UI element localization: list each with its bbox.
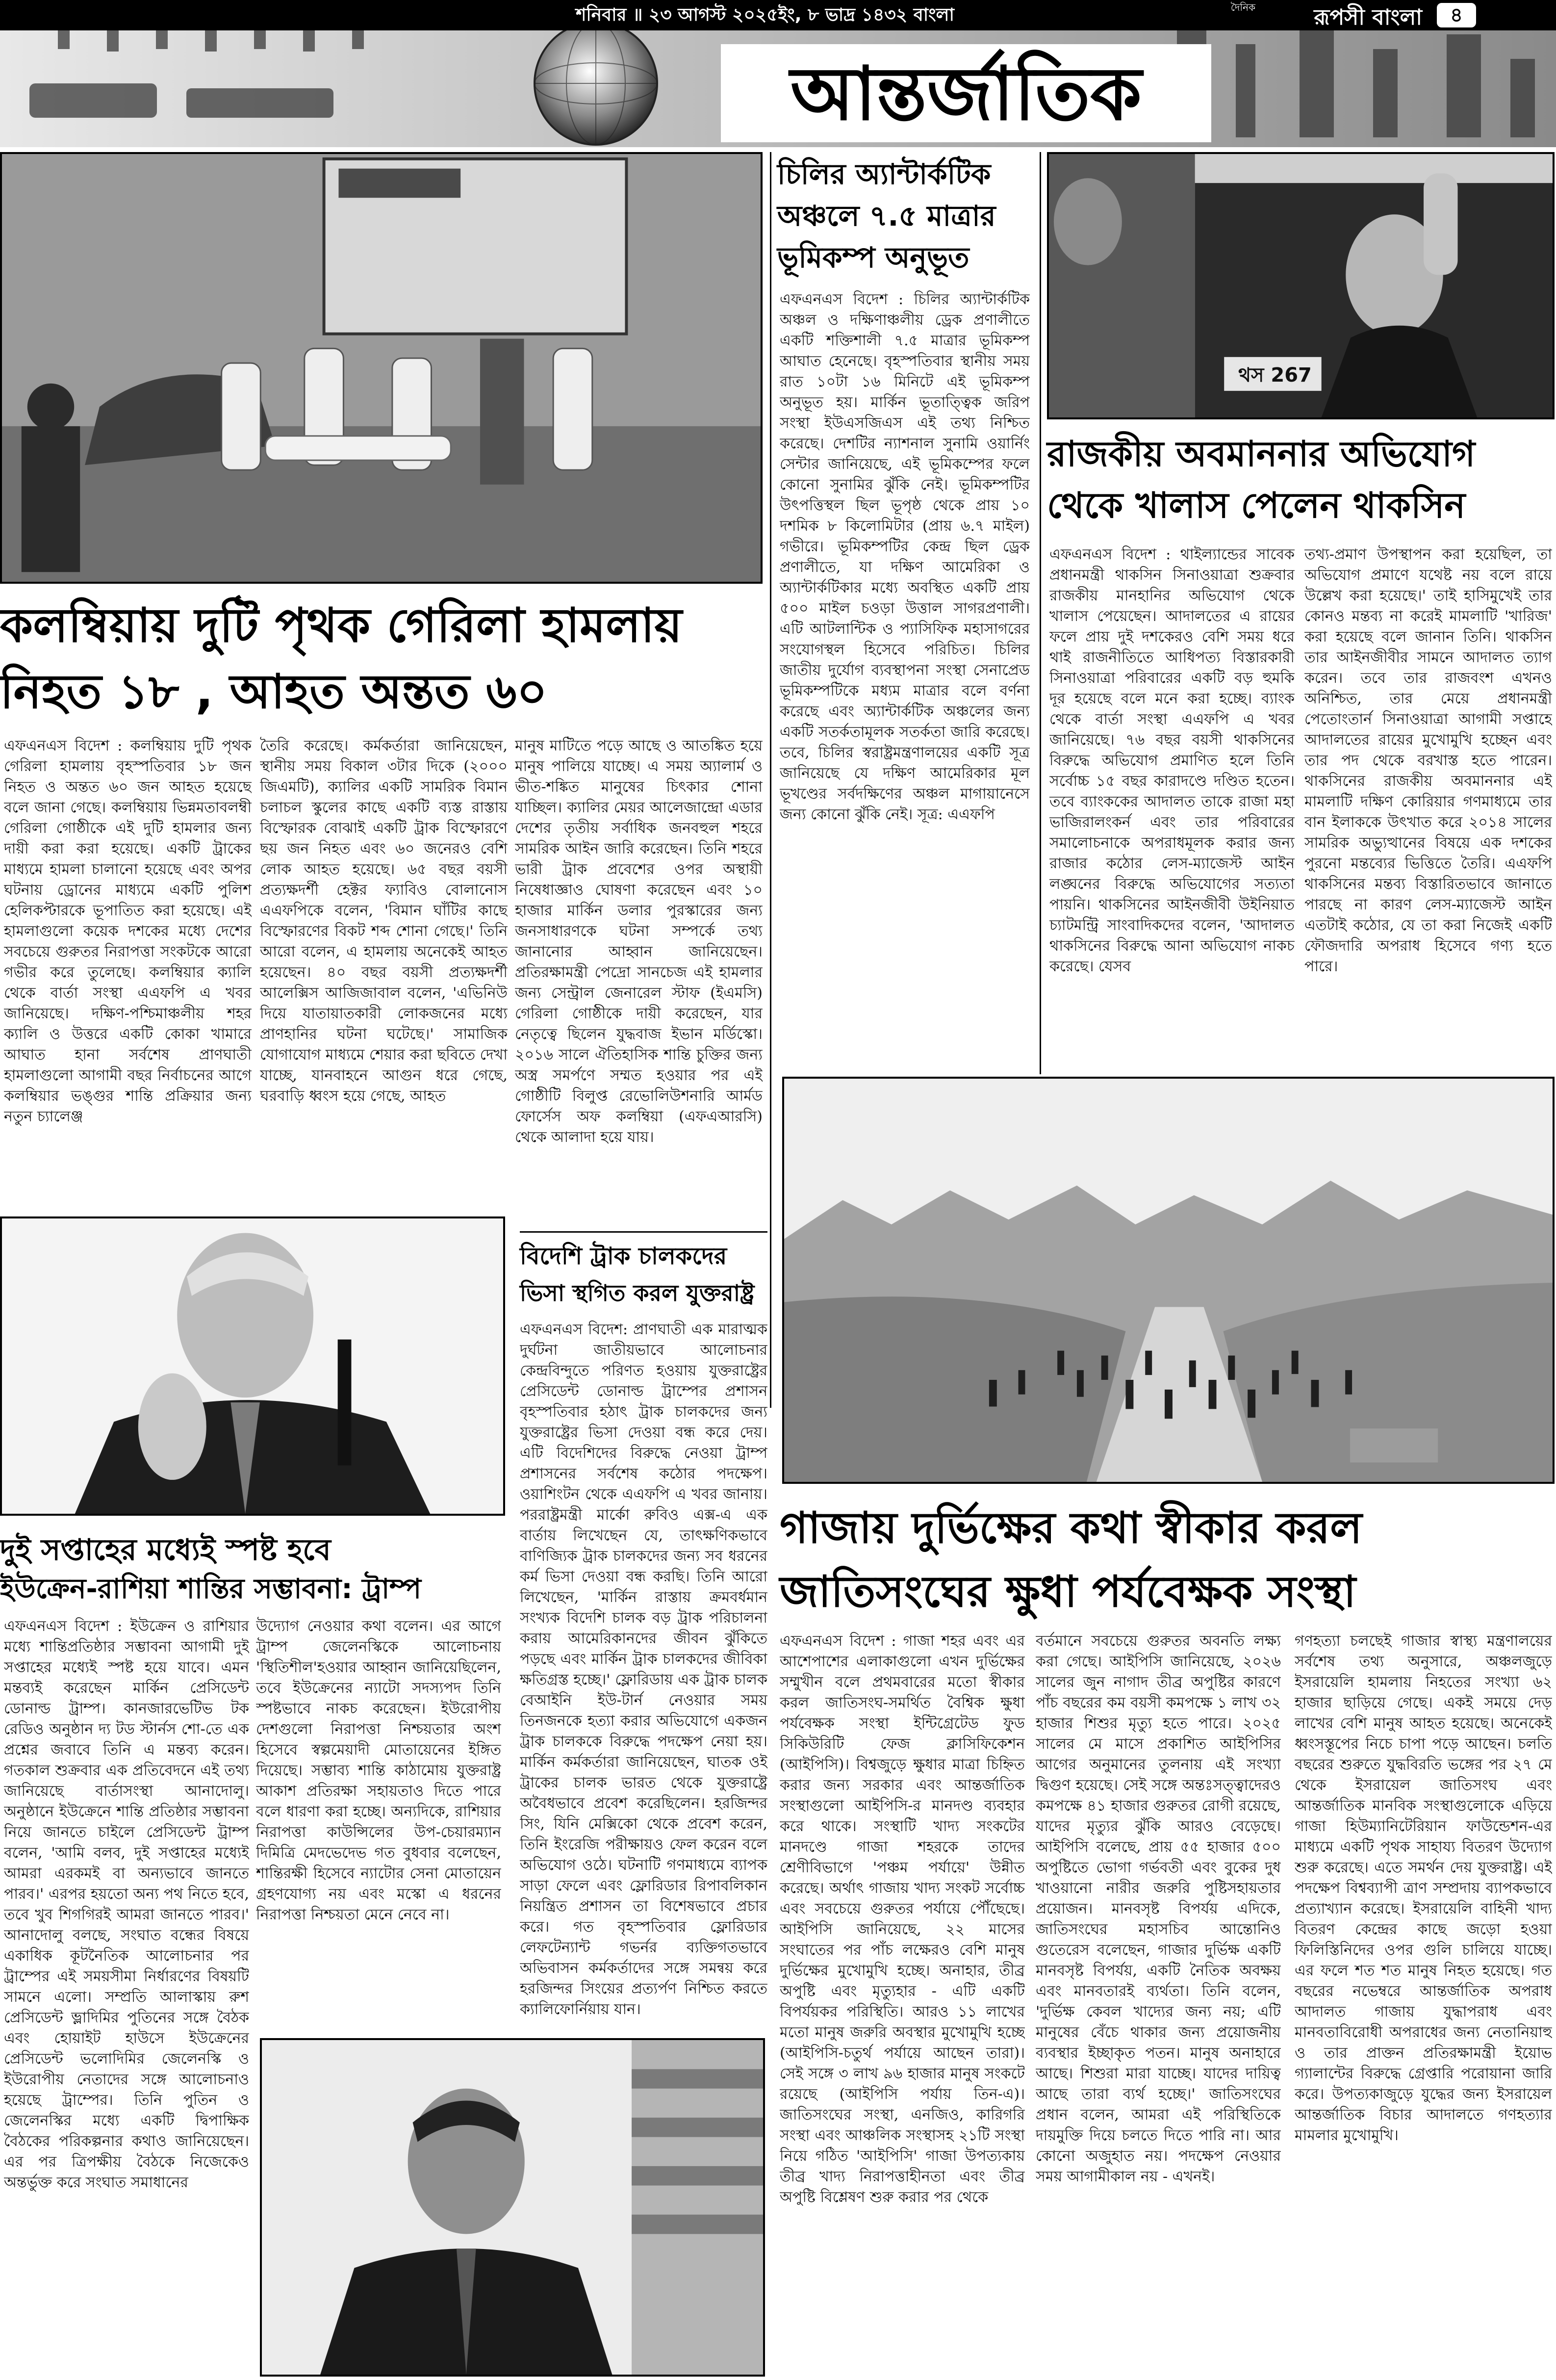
chile-headline-line1: চিলির অ্যান্টার্কটিক: [777, 157, 991, 191]
column-divider-1: [770, 152, 771, 1408]
paper-name-small: দৈনিক: [1230, 1, 1255, 13]
gaza-article-col2: বর্তমানে সবচেয়ে গুরুতর অবনতি লক্ষ্য করা গেছে। আইপিসি জানিয়েছে, ২০২৬ সালের জুন নাগাদ তীব্র অপুষ্টির কারণে পাঁচ বছরের কম বয়সী কমপক্ষে ১ লাখ ৩২ হাজার শিশুর মৃত্যু হতে পারে। ২০২৫ সালের মে মাসে প্রকাশিত আইপিসির আগের অনুমানের তুলনায় এই সংখ্যা দ্বিগুণ হয়েছে। সেই সঙ্গে অন্তঃসত্ত্বাদেরও কমপক্ষে ৪১ হাজার গুরুতর রোগী রয়েছে, যাদের মৃত্যুর ঝুঁকি আরও বেড়েছে। আইপিসি বলেছে, প্রায় ৫৫ হাজার ৫০০ অপুষ্টিতে ভোগা গর্ভবতী এবং বুকের দুধ খাওয়ানো নারীর জরুরি পুষ্টিসহায়তার প্রয়োজন। মানবসৃষ্ট বিপর্যয় এদিকে, জাতিসংঘের মহাসচিব আন্তোনিও গুতেরেস বলেছেন, গাজার দুর্ভিক্ষ একটি মানবসৃষ্ট বিপর্যয়, একটি নৈতিক অবক্ষয় এবং মানবতারই ব্যর্থতা। তিনি বলেন, 'দুর্ভিক্ষ কেবল খাদ্যের জন্য নয়; এটি মানুষের বেঁচে থাকার জন্য প্রয়োজনীয় ব্যবস্থার ইচ্ছাকৃত পতন। মানুষ অনাহারে আছে। শিশুরা মারা যাচ্ছে। যাদের দায়িত্ব আছে তারা ব্যর্থ হচ্ছে।' জাতিসংঘের প্রধান বলেন, আমরা এই পরিস্থিতিকে দায়মুক্তি দিয়ে চলতে দিতে পারি না। আর কোনো অজুহাত নয়। পদক্ষেপ নেওয়ার সময় আগামীকাল নয় - এখনই।: [1036, 1632, 1281, 2185]
page-number: ৪: [1450, 4, 1463, 26]
trump-article-col1: এফএনএস বিদেশ : ইউক্রেন ও রাশিয়ার মধ্যে শান্তিপ্রতিষ্ঠার সম্ভাবনা আগামী দুই সপ্তাহের মধ্যেই স্পষ্ট হয়ে যাবে। এমন মন্তব্যই করেছেন মার্কিন প্রেসিডেন্ট ডোনাল্ড ট্রাম্প। কানজারভেটিভ টক রেডিও অনুষ্ঠান দ্য টড স্টার্নস শো-তে এক প্রশ্নের জবাবে তিনি এ মন্তব্য করেন। গতকাল শুক্রবার এক প্রতিবেদনে এই তথ্য জানিয়েছে বার্তাসংস্থা আনাদোলু। অনুষ্ঠানে ইউক্রেনে শান্তি প্রতিষ্ঠার সম্ভাবনা নিয়ে জানতে চাইলে প্রেসিডেন্ট ট্রাম্প বলেন, 'আমি বলব, দুই সপ্তাহের মধ্যেই আমরা এরকমই বা অন্যভাবে জানতে পারব।' এরপর হয়তো অন্য পথ নিতে হবে, তবে খুব শিগগিরই আমরা জানতে পারব।' আনাদোলু বলছে, সংঘাত বন্ধের বিষয়ে একাধিক কূটনৈতিক আলোচনার পর ট্রাম্পের এই সময়সীমা নির্ধারণের বিষয়টি সামনে এলো। সম্প্রতি আলাস্কায় রুশ প্রেসিডেন্ট ভ্লাদিমির পুতিনের সঙ্গে বৈঠক এবং হোয়াইট হাউসে ইউক্রেনের প্রেসিডেন্ট ভলোদিমির জেলেনস্কি ও ইউরোপীয় নেতাদের সঙ্গে আলোচনাও হয়েছে ট্রাম্পের। তিনি পুতিন ও জেলেনস্কির মধ্যে একটি দ্বিপাক্ষিক বৈঠকের পরিকল্পনার কথাও জানিয়েছেন। এর পর ত্রিপক্ষীয় বৈঠকে নিজেকেও অন্তর্ভুক্ত করে সংঘাত সমাধানের: [4, 1618, 249, 2191]
thaksin-headline-line2: থেকে খালাস পেলেন থাকসিন: [1047, 485, 1466, 526]
truck-article: এফএনএস বিদেশ: প্রাণঘাতী এক মারাত্মক দুর্ঘটনা জাতীয়ভাবে আলোচনার কেন্দ্রবিন্দুতে পরিণত হওয়ায় যুক্তরাষ্ট্রের প্রেসিডেন্ট ডোনাল্ড ট্রাম্পের প্রশাসন বৃহস্পতিবার হঠাৎ ট্রাক চালকদের জন্য যুক্তরাষ্ট্রের ভিসা দেওয়া বন্ধ করে দেয়। এটি বিদেশিদের বিরুদ্ধে নেওয়া ট্রাম্প প্রশাসনের সর্বশেষ কঠোর পদক্ষেপ। ওয়াশিংটন থেকে এএফপি এ খবর জানায়। পররাষ্ট্রমন্ত্রী মার্কো রুবিও এক্স-এ এক বার্তায় লিখেছেন যে, তাৎক্ষণিকভাবে বাণিজ্যিক ট্রাক চালকদের জন্য সব ধরনের কর্ম ভিসা দেওয়া বন্ধ করছি। তিনি আরো লিখেছেন, 'মার্কিন রাস্তায় ক্রমবর্ধমান সংখ্যক বিদেশি চালক বড় ট্রাক পরিচালনা করায় আমেরিকানদের জীবন ঝুঁকিতে পড়ছে এবং মার্কিন ট্রাক চালকদের জীবিকা ক্ষতিগ্রস্ত হচ্ছে।' ফ্লোরিডায় এক ট্রাক চালক বেআইনি ইউ-টার্ন নেওয়ার সময় তিনজনকে হত্যা করার অভিযোগে একজন ট্রাক চালককে বিরুদ্ধে পদক্ষেপ নেয়া হয়। মার্কিন কর্মকর্তারা জানিয়েছেন, ঘাতক ওই ট্রাকের চালক ভারত থেকে যুক্তরাষ্ট্রে অবৈধভাবে প্রবেশ করেছিলেন। হরজিন্দর সিং, যিনি মেক্সিকো থেকে প্রবেশ করেন, তিনি ইংরেজি পরীক্ষায়ও ফেল করেন বলে অভিযোগ ওঠে। ঘটনাটি গণমাধ্যমে ব্যাপক সাড়া ফেলে এবং ফ্লোরিডার রিপাবলিকান নিয়ন্ত্রিত প্রশাসন তা বিশেষভাবে প্রচার করে। গত বৃহস্পতিবার ফ্লোরিডার লেফটেন্যান্ট গভর্নর ব্যক্তিগতভাবে অভিবাসন কর্মকর্তাদের সঙ্গে সমন্বয় করে হরজিন্দর সিংয়ের প্রত্যর্পণ নিশ্চিত করতে ক্যালিফোর্নিয়ায় যান।: [520, 1321, 767, 2018]
car-number-plate: থস 267: [1238, 364, 1312, 387]
thaksin-headline-line1: রাজকীয় অবমাননার অভিযোগ: [1047, 433, 1476, 474]
truck-headline-line1: বিদেশি ট্রাক চালকদের: [520, 1242, 727, 1270]
section-title: আন্তর্জাতিক: [790, 52, 1142, 137]
paper-name: রূপসী বাংলা: [1314, 5, 1422, 30]
gaza-headline-line2: জাতিসংঘের ক্ষুধা পর্যবেক্ষক সংস্থা: [780, 1566, 1356, 1617]
thaksin-article-col1: এফএনএস বিদেশ : থাইল্যান্ডের সাবেক প্রধানমন্ত্রী থাকসিন সিনাওয়াত্রা শুক্রবার রাজকীয় মানহানির অভিযোগ থেকে খালাস পেয়েছেন। আদালতের এ রায়ের ফলে প্রায় দুই দশকেরও বেশি সময় ধরে থাই রাজনীতিতে আধিপত্য বিস্তারকারী সিনাওয়াত্রা পরিবারের একটি বড় হুমকি দূর হয়েছে বলে মনে করা হচ্ছে। ব্যাংক থেকে বার্তা সংস্থা এএফপি এ খবর জানিয়েছে। ৭৬ বছর বয়সী থাকসিনের বিরুদ্ধে অভিযোগ প্রমাণিত হলে তিনি সর্বোচ্চ ১৫ বছর কারাদণ্ডে দণ্ডিত হতেন। তবে ব্যাংককের আদালত তাকে রাজা মহা ভাজিরালংকর্ন এবং তার পরিবারের সমালোচনাকে অপরাধমূলক করার জন্য রাজার কঠোর লেস-ম্যাজেস্ট আইন লঙ্ঘনের বিরুদ্ধে অভিযোগের সত্যতা পায়নি। থাকসিনের আইনজীবী উইনিয়াত চ্যাটমন্ট্রি সাংবাদিকদের বলেন, 'আদালত থাকসিনের বিরুদ্ধে আনা অভিযোগ নাকচ করেছে। যেসব: [1049, 546, 1295, 975]
colombia-article-col1: এফএনএস বিদেশ : কলম্বিয়ায় দুটি পৃথক গেরিলা হামলায় বৃহস্পতিবার ১৮ জন নিহত ও অন্তত ৬০ জন আহত হয়েছে বলে জানা গেছে। কলম্বিয়ায় ভিন্নমতাবলম্বী গেরিলা গোষ্ঠীকে এই দুটি হামলার জন্য দায়ী করা করা হয়েছে। একটি ট্রাকের মাধ্যমে হামলা চালানো হয়েছে এবং অপর ঘটনায় ড্রোনের মাধ্যমে একটি পুলিশ হেলিকপ্টারকে ভূপাতিত করা হয়েছে। এই হামলাগুলো কয়েক দশকের মধ্যে দেশের সবচেয়ে গুরুতর নিরাপত্তা সংকটকে আরো গভীর করে তুলেছে। কলম্বিয়ার ক্যালি থেকে বার্তা সংস্থা এএফপি এ খবর জানিয়েছে। দক্ষিণ-পশ্চিমাঞ্চলীয় শহর ক্যালি ও উত্তরে একটি কোকা খামারে আঘাত হানা সর্বশেষ প্রাণঘাতী হামলাগুলো আগামী বছর নির্বাচনের আগে কলম্বিয়ার ভঙ্গুর শান্তি প্রক্রিয়ার জন্য নতুন চ্যালেঞ্জ: [4, 737, 252, 1125]
truck-story-top-rule: [520, 1231, 767, 1233]
gaza-article-col1: এফএনএস বিদেশ : গাজা শহর এবং এর আশেপাশের এলাকাগুলো এখন দুর্ভিক্ষের সম্মুখীন বলে প্রথমবারের মতো স্বীকার করল জাতিসংঘ-সমর্থিত বৈশ্বিক ক্ষুধা পর্যবেক্ষক সংস্থা ইন্টিগ্রেটেড ফুড সিকিউরিটি ফেজ ক্লাসিফিকেশন (আইপিসি)। বিশ্বজুড়ে ক্ষুধার মাত্রা চিহ্নিত করার জন্য সরকার এবং আন্তর্জাতিক সংস্থাগুলো আইপিসি-র মানদণ্ড ব্যবহার করে থাকে। সংস্থাটি খাদ্য সংকটের মানদণ্ডে গাজা শহরকে তাদের শ্রেণীবিভাগে 'পঞ্চম পর্যায়ে' উন্নীত করেছে। অর্থাৎ গাজায় খাদ্য সংকট সর্বোচ্চ এবং সবচেয়ে গুরুতর পর্যায়ে পৌঁছেছে। আইপিসি জানিয়েছে, ২২ মাসের সংঘাতের পর পাঁচ লক্ষেরও বেশি মানুষ দুর্ভিক্ষের মুখোমুখি হচ্ছে। অনাহার, তীব্র অপুষ্টি এবং মৃত্যুহার - এটি একটি বিপর্যয়কর পরিস্থিতি। আরও ১১ লাখের মতো মানুষ জরুরি অবস্থার মুখোমুখি হচ্ছে (আইপিসি-চতুর্থ পর্যায়ে আছেন তারা)। সেই সঙ্গে ৩ লাখ ৯৬ হাজার মানুষ সংকটে রয়েছে (আইপিসি পর্যায় তিন-এ)। জাতিসংঘের সংস্থা, এনজিও, কারিগরি সংস্থা এবং আঞ্চলিক সংস্থাসহ ২১টি সংস্থা নিয়ে গঠিত 'আইপিসি' গাজা উপত্যকায় তীব্র খাদ্য নিরাপত্তাহীনতা এবং তীব্র অপুষ্টি বিশ্লেষণ শুরু করার পর থেকে: [780, 1632, 1025, 2206]
gaza-article-col3: গণহত্যা চলছেই গাজার স্বাস্থ্য মন্ত্রণালয়ের সর্বশেষ তথ্য অনুসারে, অঞ্চলজুড়ে ইসরায়েলি হামলায় নিহতের সংখ্যা ৬২ হাজার ছাড়িয়ে গেছে। একই সময়ে দেড় লাখের বেশি মানুষ আহত হয়েছে। অনেকেই ধ্বংসস্তূপের নিচে চাপা পড়ে আছেন। চলতি বছরের শুরুতে যুদ্ধবিরতি ভঙ্গের পর ২৭ মে থেকে ইসরায়েল জাতিসংঘ এবং আন্তর্জাতিক মানবিক সংস্থাগুলোকে এড়িয়ে গাজা হিউম্যানিটেরিয়ান ফাউন্ডেশন-এর মাধ্যমে একটি পৃথক সাহায্য বিতরণ উদ্যোগ শুরু করেছে। এতে সমর্থন দেয় যুক্তরাষ্ট্র। এই পদক্ষেপ বিশ্বব্যাপী ত্রাণ সম্প্রদায় ব্যাপকভাবে প্রত্যাখ্যান করেছে। ইসরায়েলি বাহিনী খাদ্য বিতরণ কেন্দ্রের কাছে জড়ো হওয়া ফিলিস্তিনিদের ওপর গুলি চালিয়ে যাচ্ছে। এর ফলে শত শত মানুষ নিহত হয়েছে। গত বছরের নভেম্বরে আন্তর্জাতিক অপরাধ আদালত গাজায় যুদ্ধাপরাধ এবং মানবতাবিরোধী অপরাধের জন্য নেতানিয়াহু ও তার প্রাক্তন প্রতিরক্ষামন্ত্রী ইয়োভ গ্যালান্টের বিরুদ্ধে গ্রেপ্তারি পরোয়ানা জারি করে। উপত্যকাজুড়ে যুদ্ধের জন্য ইসরায়েল আন্তর্জাতিক বিচার আদালতে গণহত্যার মামলার মুখোমুখি।: [1295, 1632, 1552, 2144]
colombia-article-col2: তৈরি করেছে। কর্মকর্তারা জানিয়েছেন, স্থানীয় সময় বিকাল ৩টার দিকে (২০০০ জিএমটি), ক্যালির একটি সামরিক বিমান চলাচল স্কুলের কাছে একটি ব্যস্ত রাস্তায় বিস্ফোরক বোঝাই একটি ট্রাক বিস্ফোরণে ছয় জন নিহত এবং ৬০ জনেরও বেশি লোক আহত হয়েছে। ৬৫ বছর বয়সী প্রত্যক্ষদর্শী হেক্টর ফ্যাবিও বোলানোস এএফপিকে বলেন, 'বিমান ঘাঁটির কাছে বিস্ফোরণের বিকট শব্দ শোনা গেছে।' তিনি আরো বলেন, এ হামলায় অনেকেই আহত হয়েছেন। ৪০ বছর বয়সী প্রত্যক্ষদর্শী আলেক্সিস আজিজাবাল বলেন, 'এভিনিউ দিয়ে যাতায়াতকারী লোকজনের মধ্যে প্রাণহানির ঘটনা ঘটেছে।' সামাজিক যোগাযোগ মাধ্যমে শেয়ার করা ছবিতে দেখা যাচ্ছে, যানবাহনে আগুন ধরে গেছে, ঘরবাড়ি ধ্বংস হয়ে গেছে, আহত: [260, 737, 508, 1105]
rubio-photo: [260, 2038, 765, 2377]
colombia-attack-photo: [0, 152, 763, 584]
truck-headline-line2: ভিসা স্থগিত করল যুক্তরাষ্ট্র: [520, 1280, 755, 1306]
trump-photo: [0, 1216, 505, 1516]
chile-article: এফএনএস বিদেশ : চিলির অ্যান্টার্কটিক অঞ্চল ও দক্ষিণাঞ্চলীয় ড্রেক প্রণালীতে একটি শক্তিশালী ৭.৫ মাত্রার ভূমিকম্প আঘাত হেনেছে। বৃহস্পতিবার স্থানীয় সময় রাত ১০টা ১৬ মিনিটে এই ভূমিকম্প অনুভূত হয়। মার্কিন ভূতাত্ত্বিক জরিপ সংস্থা ইউএসজিএস এই তথ্য নিশ্চিত করেছে। দেশটির ন্যাশনাল সুনামি ওয়ার্নিং সেন্টার জানিয়েছে, এই ভূমিকম্পের ফলে কোনো সুনামির ঝুঁকি নেই। ভূমিকম্পটির উৎপত্তিস্থল ছিল ভূপৃষ্ঠ থেকে প্রায় ১০ দশমিক ৮ কিলোমিটার (প্রায় ৬.৭ মাইল) গভীরে। ভূমিকম্পটির কেন্দ্র ছিল ড্রেক প্রণালীতে, যা দক্ষিণ আমেরিকা ও অ্যান্টার্কটিকার মধ্যে অবস্থিত একটি প্রায় ৫০০ মাইল চওড়া উত্তাল সাগরপ্রণালী। এটি আটলান্টিক ও প্যাসিফিক মহাসাগরের সংযোগস্থল হিসেবে পরিচিত। চিলির জাতীয় দুর্যোগ ব্যবস্থাপনা সংস্থা সেনাপ্রেড ভূমিকম্পটিকে মধ্যম মাত্রার বলে বর্ণনা করেছে এবং অ্যান্টার্কটিক অঞ্চলের জন্য একটি সতর্কতামূলক সতর্কতা জারি করেছে। তবে, চিলির স্বরাষ্ট্রমন্ত্রণালয়ের একটি সূত্র জানিয়েছে যে দক্ষিণ আমেরিকার মূল ভূখণ্ডের সর্বদক্ষিণের অঞ্চল মাগায়ানেসে জন্য কোনো ঝুঁকি নেই। সূত্র: এএফপি: [780, 291, 1030, 823]
column-divider-2: [1040, 152, 1041, 1074]
trump-article-col2: উদ্যোগ নেওয়ার কথা বলেন। এর আগে ট্রাম্প জেলেনস্কিকে আলোচনায় 'স্থিতিশীল'হওয়ার আহ্বান জানিয়েছিলেন, তবে ইউক্রেনের ন্যাটো সদস্যপদ তিনি স্পষ্টভাবে নাকচ করেছেন। ইউরোপীয় দেশগুলো নিরাপত্তা নিশ্চয়তার অংশ হিসেবে স্বল্পমেয়াদী মোতায়েনের ইঙ্গিত দিয়েছে। সম্ভাব্য শান্তি কাঠামোয় যুক্তরাষ্ট্র আকাশ প্রতিরক্ষা সহায়তাও দিতে পারে বলে ধারণা করা হচ্ছে। অন্যদিকে, রাশিয়ার নিরাপত্তা কাউন্সিলের উপ-চেয়ারম্যান দিমিত্রি মেদভেদেভ গত বুধবার বলেছেন, শান্তিরক্ষী হিসেবে ন্যাটোর সেনা মোতায়েন গ্রহণযোগ্য নয় এবং মস্কো এ ধরনের নিরাপত্তা নিশ্চয়তা মেনে নেবে না।: [256, 1618, 501, 1923]
trump-headline-line1: দুই সপ্তাহের মধ্যেই স্পষ্ট হবে: [0, 1533, 331, 1567]
chile-headline-line2: অঞ্চলে ৭.৫ মাত্রার: [777, 199, 996, 233]
gaza-photo: [782, 1077, 1555, 1484]
dateline: শনিবার ॥ ২৩ আগস্ট ২০২৫ইং, ৮ ভাদ্র ১৪৩২ বাংলা: [576, 5, 954, 25]
gaza-headline-line1: গাজায় দুর্ভিক্ষের কথা স্বীকার করল: [780, 1502, 1362, 1553]
trump-headline-line2: ইউক্রেন-রাশিয়া শান্তির সম্ভাবনা: ট্রাম্প: [0, 1573, 422, 1605]
thaksin-article-col2: তথ্য-প্রমাণ উপস্থাপন করা হয়েছিল, তা অভিযোগ প্রমাণে যথেষ্ট নয় বলে রায়ে উল্লেখ করা হয়েছে।' তাই হাসিমুখেই তার কোনও মন্তব্য না করেই মামলাটি 'খারিজ' করা হয়েছে বলে জানান তিনি। থাকসিন তার আইনজীবীর সামনে আদালত ত্যাগ করেন। তবে তার রাজবংশ এখনও অনিশ্চিত, তার মেয়ে প্রধানমন্ত্রী পেতোংতার্ন সিনাওয়াত্রা আগামী সপ্তাহে আদালতের রায়ের মুখোমুখি হচ্ছেন এবং তার পদ থেকে বরখাস্ত হতে পারেন। থাকসিনের রাজকীয় অবমাননার এই মামলাটি দক্ষিণ কোরিয়ার গণমাধ্যমে তার বান ইলাককে উৎখাত করে ২০১৪ সালের সামরিক অভ্যুত্থানের বিষয়ে এক দশকের পুরনো মন্তব্যের ভিত্তিতে তৈরি। এএফপি থাকসিনের মন্তব্য বিস্তারিতভাবে জানাতে পারছে না কারণ লেস-ম্যাজেস্ট আইন এতটাই কঠোর, যে তা করা নিজেই একটি ফৌজদারি অপরাধ হিসেবে গণ্য হতে পারে।: [1304, 546, 1552, 975]
colombia-headline-line2: নিহত ১৮ , আহত অন্তত ৬০: [0, 664, 548, 719]
chile-headline-line3: ভূমিকম্প অনুভূত: [777, 241, 969, 274]
colombia-headline-line1: কলম্বিয়ায় দুটি পৃথক গেরিলা হামলায়: [0, 598, 683, 653]
colombia-article-col3: মানুষ মাটিতে পড়ে আছে ও আতঙ্কিত হয়ে মানুষ পালিয়ে যাচ্ছে। এ সময় অ্যালার্ম ও ভীত-শঙ্কিত মানুষের চিৎকার শোনা যাচ্ছিল। ক্যালির মেয়র আলেজান্দ্রো এডার দেশের তৃতীয় সর্বাধিক জনবহুল শহরে সামরিক আইন জারি করেছেন। তিনি শহরে ভারী ট্রাক প্রবেশের ওপর অস্থায়ী নিষেধাজ্ঞাও ঘোষণা করেছেন এবং ১০ হাজার মার্কিন ডলার পুরস্কারের জন্য জনসাধারণকে ঘটনা সম্পর্কে তথ্য জানানোর আহ্বান জানিয়েছেন। প্রতিরক্ষামন্ত্রী পেদ্রো সানচেজ এই হামলার জন্য সেন্ট্রাল জেনারেল স্টাফ (ইএমসি) গেরিলা গোষ্ঠীকে দায়ী করেছেন, যার নেতৃত্বে ছিলেন যুদ্ধবাজ ইভান মর্ডিস্কো। ২০১৬ সালে ঐতিহাসিক শান্তি চুক্তির জন্য অস্ত্র সমর্পণে সম্মত হওয়ার পর এই গোষ্ঠীটি বিলুপ্ত রেভোলিউশনারি আর্মড ফোর্সেস অফ কলম্বিয়া (এফএআরসি) থেকে আলাদা হয়ে যায়।: [515, 737, 763, 1146]
